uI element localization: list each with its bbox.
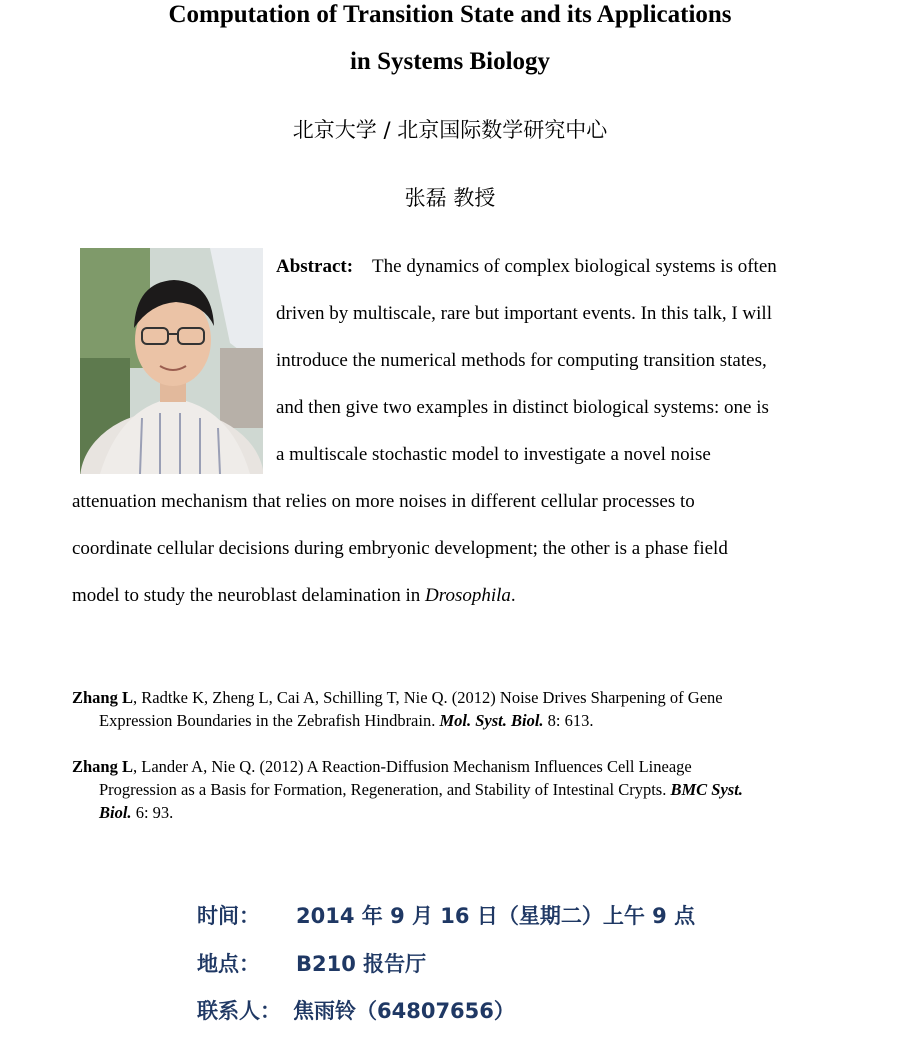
reference-2-author: Zhang L (72, 757, 133, 776)
abstract-label: Abstract: (276, 256, 354, 277)
place-label: 地点： (197, 952, 260, 976)
time-label: 时间： (197, 904, 260, 928)
reference-1-text: , Radtke K, Zheng L, Cai A, Schilling T, Nie Q. (2012) Noise Drives Sharpening of Gene (133, 688, 723, 707)
time-value: 2014 年 9 月 16 日（星期二）上午 9 点 (296, 904, 696, 928)
title-line-2: in Systems Biology (349, 48, 551, 75)
reference-2-line-2 (99, 778, 743, 801)
speaker-name: 张磊 教授 (404, 186, 496, 210)
abstract-line-1 (276, 243, 777, 290)
abstract-line-3: introduce the numerical methods for computing transition states, (276, 350, 767, 371)
abstract-text: model to study the neuroblast delamination in (72, 585, 426, 606)
reference-2-journal: BMC Syst. (670, 780, 743, 799)
italic-species: Drosophila (425, 585, 511, 606)
abstract-line-5: a multiscale stochastic model to investigate a novel noise (276, 444, 711, 465)
reference-1-author: Zhang L (72, 688, 133, 707)
abstract-line-4: and then give two examples in distinct biological systems: one is (276, 397, 769, 418)
place-value: B210 报告厅 (296, 952, 427, 976)
reference-2-line-1 (72, 755, 692, 778)
abstract-text: The dynamics of complex biological systems is often (372, 256, 777, 277)
reference-2-journal: Biol. (99, 803, 132, 822)
affiliation: 北京大学 / 北京国际数学研究中心 (292, 118, 608, 142)
abstract-line-2: driven by multiscale, rare but important events. In this talk, I will (276, 303, 772, 324)
reference-2-text: , Lander A, Nie Q. (2012) A Reaction-Diffusion Mechanism Influences Cell Lineage (133, 757, 692, 776)
speaker-photo (80, 248, 263, 474)
reference-1-line-2 (99, 709, 594, 732)
reference-1-text: Expression Boundaries in the Zebrafish Hindbrain. (99, 711, 440, 730)
contact-value: 焦雨铃（64807656） (293, 999, 515, 1023)
reference-2-tail: 6: 93. (131, 803, 174, 822)
abstract-line-6: attenuation mechanism that relies on more noises in different cellular processes to (72, 491, 695, 512)
contact-label: 联系人： (197, 999, 281, 1023)
reference-1-tail: 8: 613. (543, 711, 594, 730)
speaker-portrait-image (80, 248, 263, 474)
abstract-end: . (510, 585, 516, 606)
abstract-line-8 (72, 572, 516, 619)
reference-1-line-1 (72, 686, 723, 709)
reference-2-line-3 (99, 801, 173, 824)
reference-2-text: Progression as a Basis for Formation, Regeneration, and Stability of Intestinal Crypts. (99, 780, 671, 799)
title-line-1: Computation of Transition State and its Applications (168, 1, 732, 28)
reference-1-journal: Mol. Syst. Biol. (439, 711, 544, 730)
abstract-line-7: coordinate cellular decisions during embryonic development; the other is a phase field (72, 538, 728, 559)
